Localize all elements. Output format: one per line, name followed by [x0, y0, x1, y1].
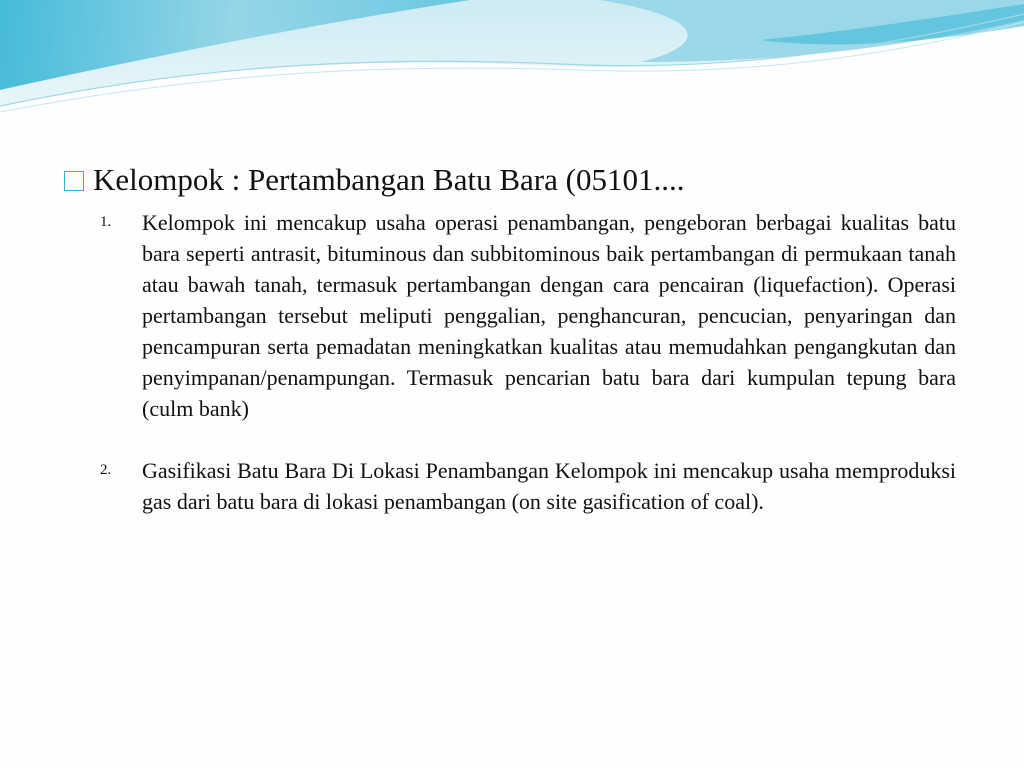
list-item-number: 2. — [100, 462, 112, 478]
header-wave-decoration — [0, 0, 1024, 120]
numbered-list — [100, 207, 956, 517]
list-item — [100, 207, 956, 424]
list-item-text: Gasifikasi Batu Bara Di Lokasi Penambangan Kelompok ini mencakup usaha memproduksi gas dari batu bara di lokasi penambangan (on site gasification of coal). — [142, 458, 956, 514]
list-item-number: 1. — [100, 214, 112, 230]
hollow-square-bullet-icon — [64, 171, 84, 191]
list-item — [100, 455, 956, 517]
slide-heading — [64, 160, 964, 200]
heading-text: Kelompok : Pertambangan Batu Bara (05101.... — [93, 162, 685, 197]
list-item-text: Kelompok ini mencakup usaha operasi penambangan, pengeboran berbagai kualitas batu bara seperti antrasit, bituminous dan subbitominous baik pertambangan di permukaan tanah atau bawah tanah, termasuk pertambangan dengan cara pencairan (liquefaction). Operasi pertambangan tersebut meliputi penggalian, penghancuran, pencucian, penyaringan dan pencampuran serta pemadatan meningkatkan kualitas atau memudahkan pengangkutan dan penyimpanan/penampungan. Termasuk pencarian batu bara dari kumpulan tepung bara (culm bank) — [142, 210, 956, 421]
